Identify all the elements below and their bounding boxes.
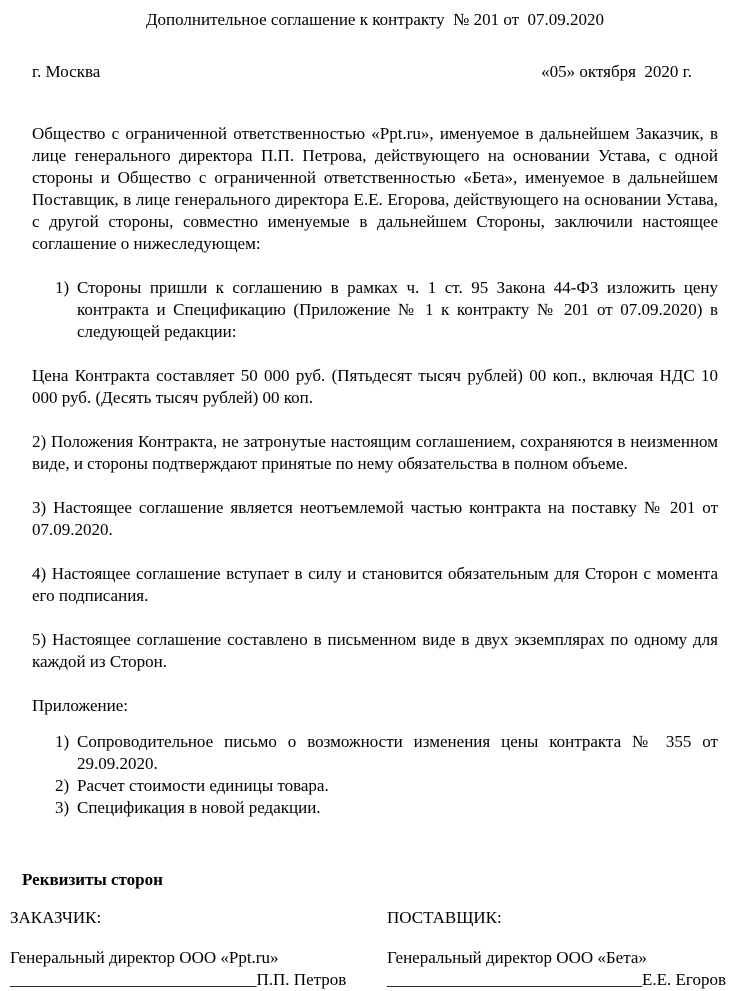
- customer-label: ЗАКАЗЧИК:: [10, 908, 102, 927]
- clause-2: 2) Положения Контракта, не затронутые настоящим соглашением, сохраняются в неизменном виде, и стороны подтверждают принятые по нему обязательства в полном объеме.: [32, 432, 718, 473]
- customer-signature-row: [10, 969, 387, 991]
- appendix-item-3-text: Спецификация в новой редакции.: [77, 798, 321, 817]
- customer-signatory: Генеральный директор ООО «Ppt.ru»: [10, 948, 279, 967]
- requisites-heading: Реквизиты сторон: [22, 870, 163, 889]
- appendix-item-3: [32, 797, 718, 819]
- document-title: Дополнительное соглашение к контракту № 201 от 07.09.2020: [145, 10, 605, 29]
- preamble-paragraph: Общество с ограниченной ответственностью «Ppt.ru», именуемое в дальнейшем Заказчик, в лице генерального директора П.П. Петрова, действующего на основании Устава, с одной стороны и Общество с ограниченной ответственностью «Бета», именуемое в дальнейшем Поставщик, в лице генерального директора Е.Е. Егорова, действующего на основании Устава, с другой стороны, совместно именуемые в дальнейшем Стороны, заключили настоящее соглашение о нижеследующем:: [32, 124, 718, 253]
- appendix-item-1: [32, 731, 718, 775]
- appendix-item-3-marker: 3): [55, 798, 70, 817]
- clause-4: 4) Настоящее соглашение вступает в силу и становится обязательным для Сторон с момента его подписания.: [32, 564, 718, 605]
- supplier-signature-name: Е.Е. Егоров: [642, 970, 726, 989]
- place-date-row: [32, 61, 718, 83]
- appendix-item-2-text: Расчет стоимости единицы товара.: [77, 776, 329, 795]
- supplier-column: [387, 907, 726, 991]
- clause-3: 3) Настоящее соглашение является неотъемлемой частью контракта на поставку № 201 от 07.09.2020.: [32, 498, 718, 539]
- appendix-item-1-marker: 1): [55, 732, 70, 751]
- appendix-item-1-text: Сопроводительное письмо о возможности изменения цены контракта № 355 от 29.09.2020.: [77, 732, 718, 773]
- supplier-signature-row: [387, 969, 726, 991]
- appendix-list: [32, 731, 718, 819]
- document-date: «05» октября 2020 г.: [541, 62, 692, 81]
- customer-signature-name: П.П. Петров: [256, 970, 347, 989]
- clause-1: [32, 277, 718, 343]
- supplier-signatory: Генеральный директор ООО «Бета»: [387, 948, 647, 967]
- place-city: г. Москва: [32, 62, 101, 81]
- clause-1-text: Стороны пришли к соглашению в рамках ч. 1 ст. 95 Закона 44-ФЗ изложить цену контракта и Спецификацию (Приложение № 1 к контракту № 201 от 07.09.2020) в следующей редакции:: [77, 278, 718, 341]
- clause-1-marker: 1): [55, 278, 70, 297]
- signature-columns: [10, 907, 726, 991]
- customer-signature-line: _____________________________: [10, 970, 257, 989]
- appendix-item-2-marker: 2): [55, 776, 70, 795]
- supplier-signature-line: ______________________________: [387, 970, 642, 989]
- appendix-heading: Приложение:: [32, 696, 128, 715]
- clause-5: 5) Настоящее соглашение составлено в письменном виде в двух экземплярах по одному для каждой из Сторон.: [32, 630, 718, 671]
- price-paragraph: Цена Контракта составляет 50 000 руб. (Пятьдесят тысяч рублей) 00 коп., включая НДС 10 000 руб. (Десять тысяч рублей) 00 коп.: [32, 366, 718, 407]
- customer-column: [10, 907, 387, 991]
- supplier-label: ПОСТАВЩИК:: [387, 908, 502, 927]
- appendix-item-2: [32, 775, 718, 797]
